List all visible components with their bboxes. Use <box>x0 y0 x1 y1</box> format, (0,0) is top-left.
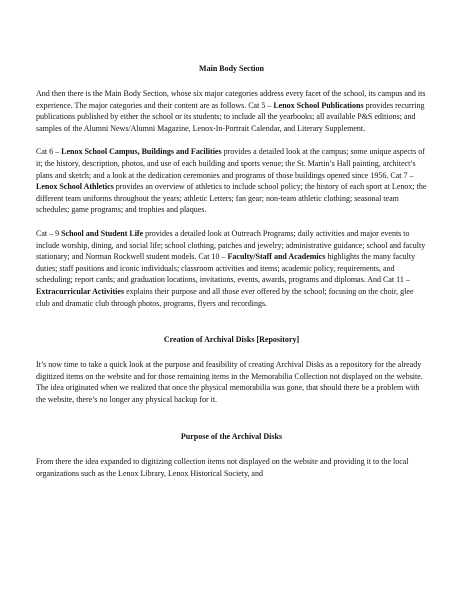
text-span: provides recurring publications published by either the school or its students; to include all the yearbooks; all available P&S editions; and samples of the Alumni News/Alumni Magazine, Lenox-In-Portrait Calendar, and Literary Supplement. <box>36 100 425 133</box>
heading-main-body: Main Body Section <box>199 64 264 73</box>
bold-category-title: Lenox School Campus, Buildings and Facilities <box>61 147 222 157</box>
paragraph-campus-athletics <box>36 146 427 216</box>
heading-purpose-archival-disks: Purpose of the Archival Disks <box>180 432 283 442</box>
bold-category-title: Faculty/Staff and Academics <box>227 252 326 262</box>
bold-category-title: School and Student Life <box>61 228 144 238</box>
bold-category-title: Lenox School Athletics <box>36 182 114 192</box>
paragraph-creation-archival-disks: It’s now time to take a quick look at the purpose and feasibility of creating Archival Disks as a repository for the already digitized items on the website and for those remaining items in the Memorabilia Collection not displayed on the website. The idea originated when we realized that once the physical memorabilia was gone, that should there be a problem with the website, there’s no longer any physical backup for it. <box>36 360 423 404</box>
text-span: And then there is the Main Body Section, whose six major categories address every facet of the school, its campus and its experience. The major categories and their content are as follows. Cat 5 – <box>36 89 426 110</box>
text-span: Cat – 9 <box>36 228 62 238</box>
text-span: explains their purpose and all those ever offered by the school; focusing on the choir, glee club and dramatic club through photos, programs, flyers and recordings. <box>36 286 414 308</box>
bold-category-title: Extracurricular Activities <box>36 286 125 296</box>
text-span: provides a detailed look at Outreach Programs; daily activities and major events to include worship, dining, and social life; school clothing, patches and jewelry; administrative guidance; school and faculty stationary; and Norman Rockwell student models. Cat 10 – <box>36 228 426 262</box>
paragraph-student-life-faculty <box>36 228 427 309</box>
text-span: provides an overview of athletics to include school policy; the history of each sport at Lenox; the different team uniforms throughout the years; athletic Letters; fan gear; non-team athletic clothing; seasonal team schedules; game programs; and trophies and plaques. <box>36 182 427 215</box>
paragraph-purpose-archival-disks: From there the idea expanded to digitizing collection items not displayed on the website and providing it to the local organizations such as the Lenox Library, Lenox Historical Society, and <box>36 457 409 479</box>
bold-category-title: Lenox School Publications <box>273 100 364 110</box>
text-span: Cat 6 – <box>36 147 62 157</box>
heading-creation-archival-disks: Creation of Archival Disks [Repository] <box>163 335 300 345</box>
paragraph-main-body-intro <box>36 88 427 134</box>
text-span: provides a detailed look at the campus; some unique aspects of it; the history, description, photos, and use of each building and sports venue; the St. Martin’s Hall painting, architect’s plans and sketch; and a look at the dedication ceremonies and programs of those buildings opened since 1956. Cat 7 – <box>36 147 425 180</box>
text-span: highlights the many faculty duties; staff positions and iconic individuals; classroom activities and items; academic policy, requirements, and scheduling; report cards; and graduation locations, invitations, events, awards, programs and diplomas. And Cat 11 – <box>36 252 416 285</box>
